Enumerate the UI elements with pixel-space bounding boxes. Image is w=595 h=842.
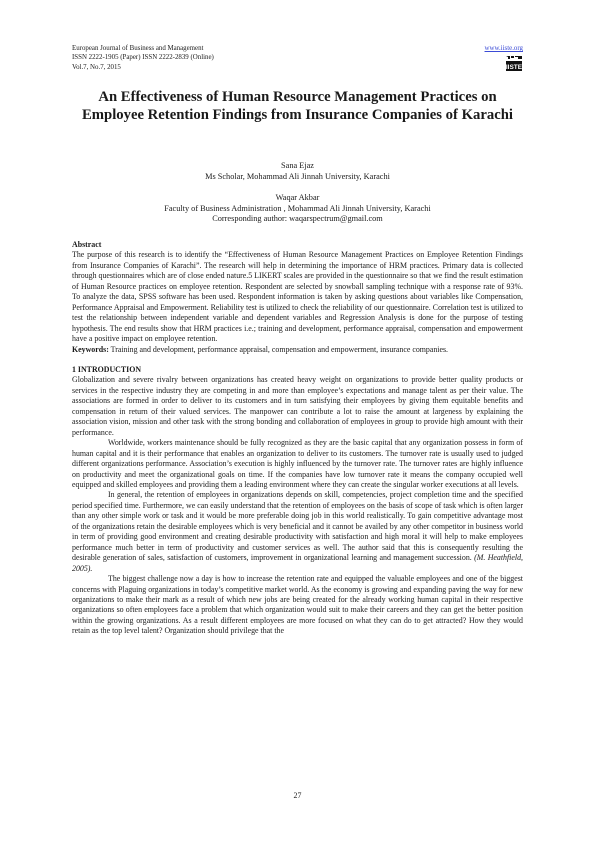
issn-line: ISSN 2222-1905 (Paper) ISSN 2222-2839 (Online) (72, 54, 214, 62)
intro-paragraph-1: Globalization and severe rivalry between organizations has created heavy weight on organizations to provide better quality products or services in the respective industry they are competing in and more than employee’s expectations and manage talent as per their value. The associations are formed in order to deliver to its customers and in turn satisfying their employees by giving them equitable benefits and compensation in return of their valued services. The manpower can contribute a lot to raise the amount at largeness by explaining the association vision, mission and other task with the strong bonding and collaboration of employees in group to provide high amount with their performance. (72, 375, 523, 437)
corresponding-author: Corresponding author: waqarspectrum@gmail.com (212, 214, 383, 224)
citation-heathfield: (M. Heathfield, 2005). (72, 553, 523, 573)
intro-paragraph-2: Worldwide, workers maintenance should be fully recognized as they are the basic capital that any organization possess in form of human capital and it is their performance that enables an organization to deliver to its customers. The turnover rate is usually used to judged different organizations performance. Association’s execution is highly influenced by the turnover rate. The turnover rates are highly influence on productivity and meet the organizational goals on time. If the companies have low turnover rate it means the company occupied well equipped and skilled employees and providing them a leading environment where they can create the singular worker executions at all levels. (72, 438, 523, 489)
paper-body (72, 240, 523, 637)
paper-title: An Effectiveness of Human Resource Management Practices on Employee Retention Findings from Insurance Companies of Karachi (82, 89, 513, 123)
volume-line: Vol.7, No.7, 2015 (72, 63, 121, 71)
keywords-label: Keywords: (72, 344, 109, 354)
keywords-paragraph (72, 345, 523, 355)
author-1-name: Sana Ejaz (281, 161, 314, 170)
author-2-affiliation: Faculty of Business Administration , Mohammad Ali Jinnah University, Karachi (164, 203, 431, 213)
abstract-text: The purpose of this research is to identify the “Effectiveness of Human Resource Management Practices on Employee Retention Findings from Insurance Companies of Karachi”. The research will help in determining the importance of HRM practices. Primary data is collected through questionnaires which are of close ended nature.5 LIKERT scales are provided in the questionnaire so that we find the result estimation of Human Resource practices on employee retention. Respondent are selected by snowball sampling technique with a response rate of 93%. To analyze the data, SPSS software has been used. Respondent information is taken by asking questions about variables like Compensation, Performance Appraisal and Empowerment. Reliability test is utilized to check the reliability of our questionnaire. Correlation test is utilized to test the relationship between independent variable and dependent variables and Regression Analysis is done for the purpose of testing hypothesis. The end results show that HRM practices i.e.; training and development, performance appraisal, compensation and empowerment have a positive impact on employee retention. (72, 250, 523, 344)
logo-lettering: IISTE (505, 64, 523, 71)
abstract-heading: Abstract (72, 240, 102, 249)
author-block (72, 161, 523, 225)
author-2-name: Waqar Akbar (275, 193, 320, 203)
iiste-logo (505, 55, 523, 72)
running-header (72, 44, 523, 72)
intro-paragraph-4: The biggest challenge now a day is how to increase the retention rate and equipped the valuable employees and one of the biggest concerns with Plaguing organizations in today’s competitive market world. As the economy is growing and expanding paving the way for new organizations to make their mark as a result of which new jobs are being created for the already working human capital in their respective organizations so often employees face a problem that which organization would suit to make their careers and they can get the better position within the growing organizations. As a result different employees are more focused on what they can do to get attracted? How they would retain as the top level talent? Organization should privilege that the (72, 574, 523, 636)
journal-name: European Journal of Business and Management (72, 45, 204, 52)
author-1-affiliation: Ms Scholar, Mohammad Ali Jinnah University, Karachi (205, 171, 390, 181)
journal-url-link[interactable]: www.iiste.org (484, 45, 523, 52)
keywords-text: Training and development, performance appraisal, compensation and empowerment, insurance companies. (110, 344, 449, 354)
intro-paragraph-3-text: In general, the retention of employees in organizations depends on skill, competencies, project completion time and the specified period specified time. Furthermore, we can easily understand that the retention of employees on the basis of scope of task which is often larger than any other simple work or task and it would be more preferable doing job in this world realistically. To gain competitive advantage most of the organizations retain the desirable employees which is very beneficial and it cannot be availed by any other competitor in business world in term of providing good environment and creating desirable productivity with satisfaction and high moral it will help to make employees performance much better in term of productivity and customer services as well. The author said that this is consequently resulting the desirable generation of sales, satisfaction of customers, improvement in organizational learning and management succession. (72, 490, 523, 563)
introduction-heading: 1 INTRODUCTION (72, 364, 142, 374)
page-number: 27 (293, 791, 302, 800)
intro-paragraph-3 (72, 490, 523, 574)
